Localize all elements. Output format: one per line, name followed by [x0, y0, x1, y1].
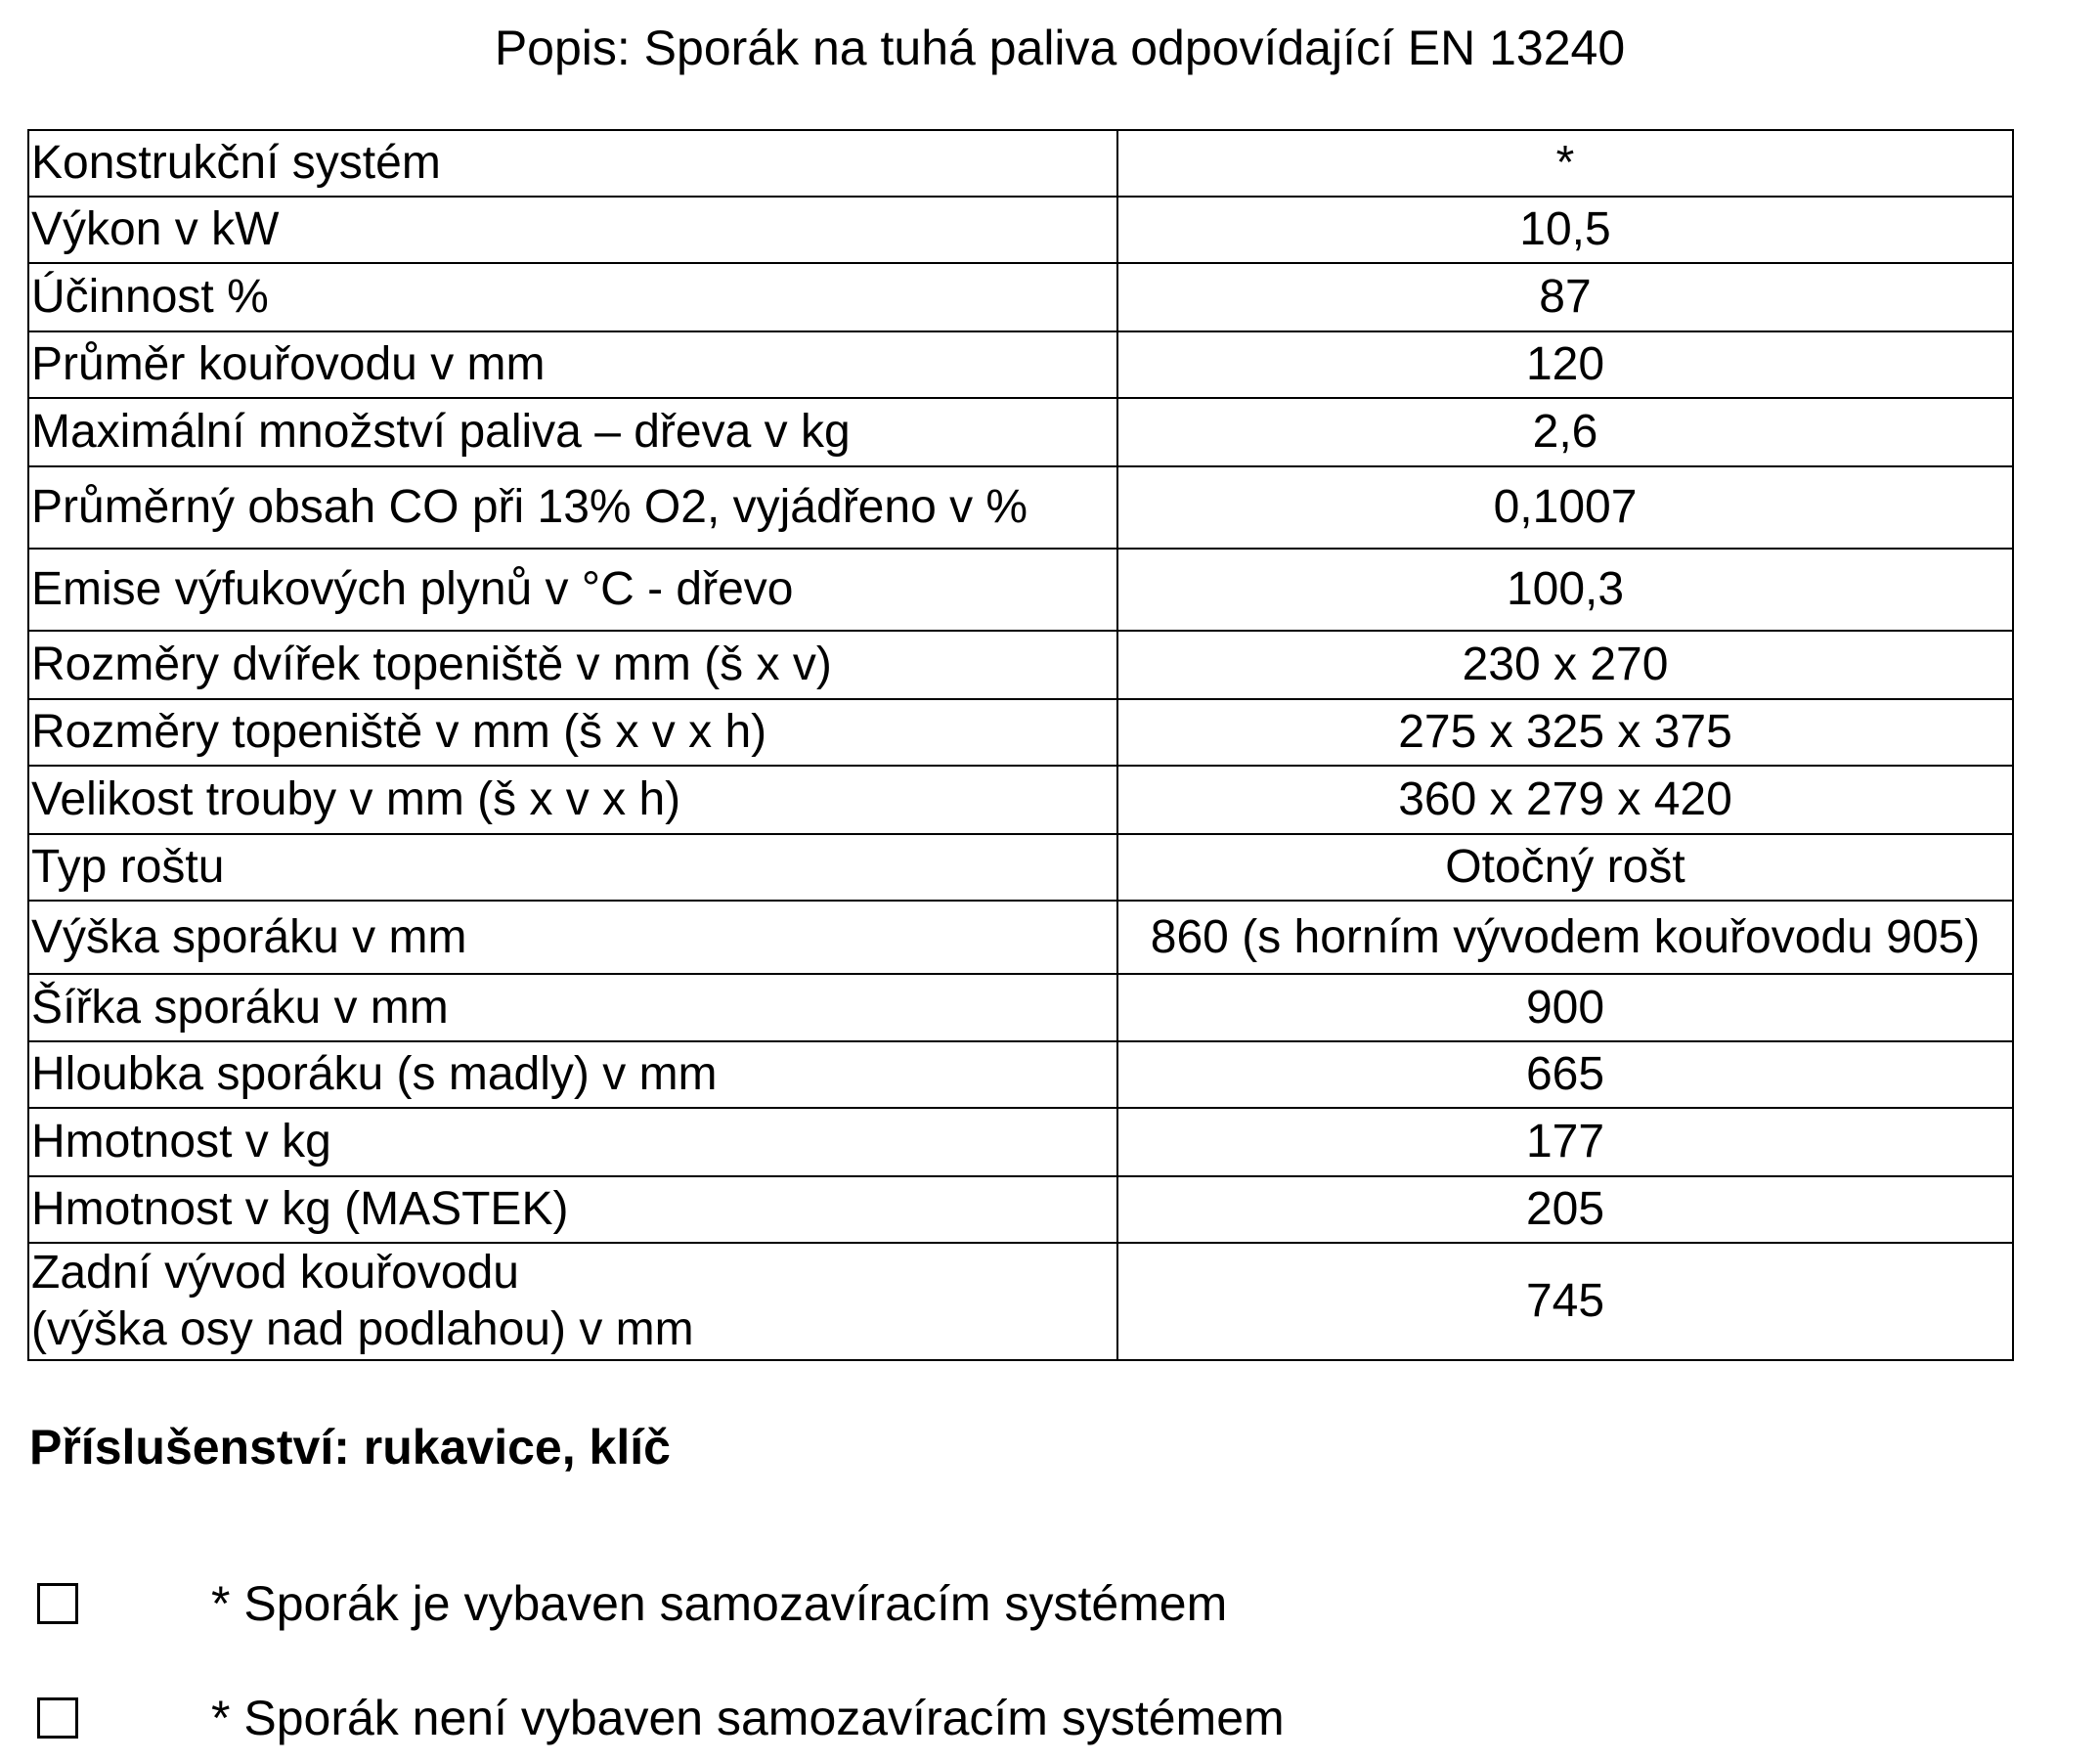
- spec-label-line: (výška osy nad podlahou) v mm: [31, 1303, 694, 1355]
- table-row: [28, 901, 2013, 974]
- spec-label: Účinnost %: [28, 263, 1117, 331]
- spec-label: Šířka sporáku v mm: [28, 974, 1117, 1041]
- spec-label: Rozměry topeniště v mm (š x v x h): [28, 699, 1117, 766]
- table-row: [28, 699, 2013, 766]
- table-row: [28, 1041, 2013, 1108]
- spec-value: 275 x 325 x 375: [1117, 699, 2013, 766]
- spec-label: Výkon v kW: [28, 197, 1117, 263]
- checkbox-self-closing-no[interactable]: [37, 1697, 78, 1739]
- spec-value: 860 (s horním vývodem kouřovodu 905): [1117, 901, 2013, 974]
- page-title: Popis: Sporák na tuhá paliva odpovídající EN 13240: [494, 21, 1626, 75]
- spec-label: Maximální množství paliva – dřeva v kg: [28, 398, 1117, 466]
- table-row: [28, 263, 2013, 331]
- table-row: [28, 1243, 2013, 1360]
- spec-label: Průměrný obsah CO při 13% O2, vyjádřeno v %: [28, 466, 1117, 549]
- option-self-closing-yes: [37, 1574, 1227, 1633]
- table-row: [28, 766, 2013, 834]
- table-row: [28, 331, 2013, 398]
- table-row: [28, 466, 2013, 549]
- spec-value: 87: [1117, 263, 2013, 331]
- spec-label: Typ roštu: [28, 834, 1117, 901]
- spec-label: Velikost trouby v mm (š x v x h): [28, 766, 1117, 834]
- spec-value: 0,1007: [1117, 466, 2013, 549]
- spec-value: 900: [1117, 974, 2013, 1041]
- option-self-closing-no: [37, 1689, 1285, 1747]
- spec-label-line: Zadní vývod kouřovodu: [31, 1247, 519, 1299]
- option-text: * Sporák není vybaven samozavíracím systémem: [211, 1691, 1285, 1745]
- table-row: [28, 834, 2013, 901]
- table-row: [28, 1108, 2013, 1176]
- table-row: [28, 631, 2013, 699]
- table-row: [28, 398, 2013, 466]
- spec-value: *: [1117, 130, 2013, 197]
- spec-label: Rozměry dvířek topeniště v mm (š x v): [28, 631, 1117, 699]
- table-row: [28, 974, 2013, 1041]
- spec-label: Průměr kouřovodu v mm: [28, 331, 1117, 398]
- spec-label: Emise výfukových plynů v °C - dřevo: [28, 549, 1117, 631]
- spec-value: 360 x 279 x 420: [1117, 766, 2013, 834]
- spec-value: 665: [1117, 1041, 2013, 1108]
- spec-label: [28, 1243, 1117, 1360]
- spec-value: 230 x 270: [1117, 631, 2013, 699]
- spec-value: 2,6: [1117, 398, 2013, 466]
- table-row: [28, 130, 2013, 197]
- table-row: [28, 549, 2013, 631]
- spec-table: [27, 129, 2014, 1361]
- spec-label: Výška sporáku v mm: [28, 901, 1117, 974]
- checkbox-self-closing-yes[interactable]: [37, 1583, 78, 1624]
- spec-label: Hloubka sporáku (s madly) v mm: [28, 1041, 1117, 1108]
- spec-value: 10,5: [1117, 197, 2013, 263]
- spec-value: 120: [1117, 331, 2013, 398]
- spec-label: Hmotnost v kg: [28, 1108, 1117, 1176]
- accessories-note: Příslušenství: rukavice, klíč: [29, 1420, 671, 1475]
- option-text: * Sporák je vybaven samozavíracím systémem: [211, 1576, 1228, 1631]
- spec-label: Hmotnost v kg (MASTEK): [28, 1176, 1117, 1243]
- spec-value: 177: [1117, 1108, 2013, 1176]
- table-row: [28, 1176, 2013, 1243]
- spec-value: 205: [1117, 1176, 2013, 1243]
- spec-value: 745: [1117, 1243, 2013, 1360]
- spec-value: Otočný rošt: [1117, 834, 2013, 901]
- spec-label: Konstrukční systém: [28, 130, 1117, 197]
- spec-value: 100,3: [1117, 549, 2013, 631]
- table-row: [28, 197, 2013, 263]
